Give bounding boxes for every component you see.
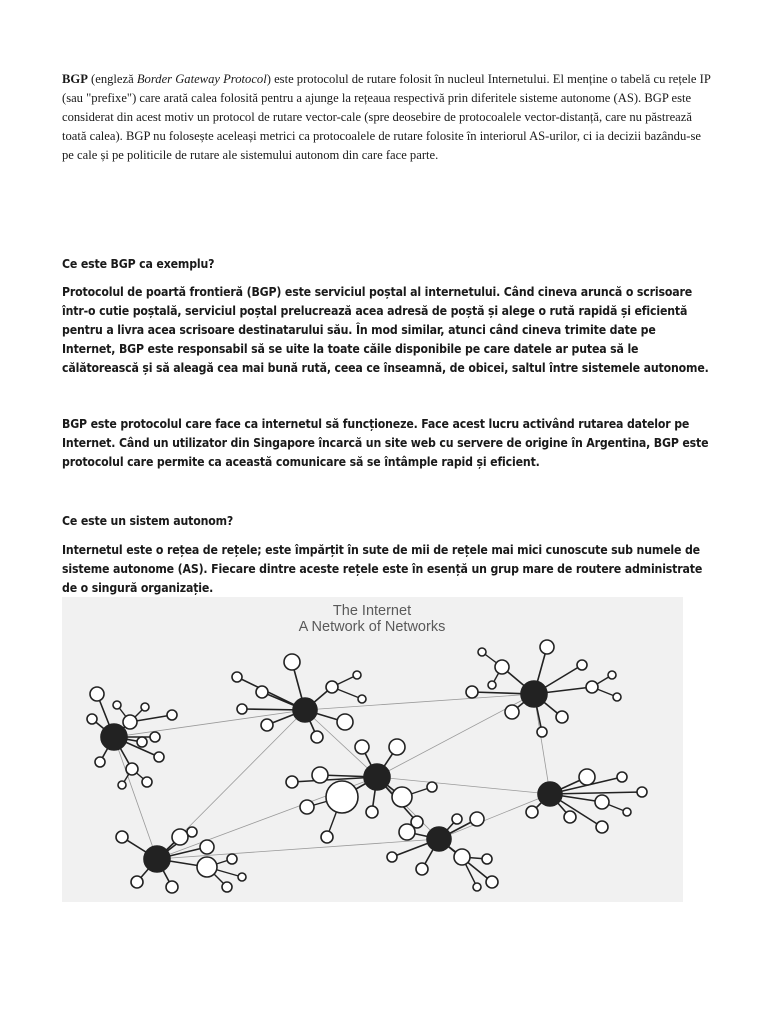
- network-node: [452, 814, 462, 824]
- network-node: [321, 831, 333, 843]
- network-node: [166, 881, 178, 893]
- network-diagram: [62, 597, 683, 902]
- network-hub-node: [521, 681, 547, 707]
- network-node: [427, 782, 437, 792]
- network-node: [311, 731, 323, 743]
- network-node: [470, 812, 484, 826]
- network-node: [237, 704, 247, 714]
- network-node: [454, 849, 470, 865]
- question-autonomous-system: Ce este un sistem autonom?: [62, 514, 234, 528]
- network-node: [90, 687, 104, 701]
- network-node: [87, 714, 97, 724]
- network-node: [95, 757, 105, 767]
- network-node: [613, 693, 621, 701]
- network-node: [222, 882, 232, 892]
- network-links: [92, 647, 642, 887]
- network-node: [596, 821, 608, 833]
- network-node: [286, 776, 298, 788]
- network-node: [595, 795, 609, 809]
- network-node: [577, 660, 587, 670]
- network-node: [586, 681, 598, 693]
- network-node: [478, 648, 486, 656]
- network-node: [466, 686, 478, 698]
- network-node: [284, 654, 300, 670]
- network-node: [416, 863, 428, 875]
- network-node: [227, 854, 237, 864]
- network-node: [172, 829, 188, 845]
- network-node: [131, 876, 143, 888]
- network-node: [326, 781, 358, 813]
- term-bgp: BGP: [62, 72, 88, 86]
- network-node: [154, 752, 164, 762]
- network-node: [150, 732, 160, 742]
- network-node: [126, 763, 138, 775]
- network-node: [118, 781, 126, 789]
- network-node: [261, 719, 273, 731]
- network-node: [399, 824, 415, 840]
- network-node: [482, 854, 492, 864]
- question-bgp-example: Ce este BGP ca exemplu?: [62, 257, 215, 271]
- network-node: [556, 711, 568, 723]
- network-node: [353, 671, 361, 679]
- network-node: [564, 811, 576, 823]
- network-link: [305, 694, 534, 710]
- network-node: [617, 772, 627, 782]
- network-node: [540, 640, 554, 654]
- network-node: [312, 767, 328, 783]
- network-node: [473, 883, 481, 891]
- network-node: [486, 876, 498, 888]
- network-node: [187, 827, 197, 837]
- network-node: [488, 681, 496, 689]
- network-hub-node: [144, 846, 170, 872]
- network-node: [326, 681, 338, 693]
- network-node: [495, 660, 509, 674]
- network-node: [141, 703, 149, 711]
- network-node: [337, 714, 353, 730]
- network-node: [113, 701, 121, 709]
- network-node: [505, 705, 519, 719]
- term-expansion: Border Gateway Protocol: [136, 72, 267, 86]
- paragraph-postal-analogy: Protocolul de poartă frontieră (BGP) este serviciul poștal al internetului. Când cineva aruncă o scrisoare într-o cutie poștală, serviciul poștal prelucrează acea adresă de poștă și alege o rută rapidă și eficientă pentru a livra acea scrisoare destinatarului său. În mod similar, atunci când cineva trimite date pe Internet, BGP este responsabil să se uite la toate căile disponibile pe care datele ar putea să le călătorească și să aleagă cea mai bună rută, ceea ce înseamnă, de obicei, saltul între sistemele autonome.: [62, 285, 709, 375]
- paragraph-autonomous-system: Internetul este o rețea de rețele; este împărțit în sute de mii de rețele mai mici cunoscute sub numele de sisteme autonome (AS). Fiecare dintre aceste rețele este în esență un grup mare de routere administrate de o singură organizație.: [62, 543, 703, 595]
- network-hub-node: [427, 827, 451, 851]
- intro-body: ) este protocolul de rutare folosit în nucleul Internetului. El menține o tabelă cu rețele IP (sau "prefixe") care arată calea folosită pentru a ajunge la rețeaua respectivă prin diferitele sisteme autonome (AS). BGP este considerat din acest motiv un protocol de rutare vector-cale (spre deosebire de protocoalele vector-distanță, care nu păstrează toată calea). BGP nu folosește aceleași metrici ca protocoalele de rutare folosite în interiorul AS-urilor, ci ia decizii bazându-se pe cale și pe politicile de rutare ale sistemului autonom din care face parte.: [62, 72, 711, 162]
- network-node: [579, 769, 595, 785]
- cluster-link: [550, 792, 642, 794]
- network-node: [142, 777, 152, 787]
- network-node: [197, 857, 217, 877]
- network-link: [114, 710, 305, 737]
- network-node: [167, 710, 177, 720]
- network-node: [123, 715, 137, 729]
- network-node: [116, 831, 128, 843]
- network-node: [387, 852, 397, 862]
- figure-title-line1: The Internet: [332, 603, 412, 619]
- network-node: [389, 739, 405, 755]
- network-hub-node: [364, 764, 390, 790]
- intro-paren: (engleză: [87, 72, 137, 86]
- network-node: [355, 740, 369, 754]
- network-node: [256, 686, 268, 698]
- paragraph-bgp-function: BGP este protocolul care face ca internetul să funcționeze. Face acest lucru activând rutarea datelor pe Internet. Când un utilizator din Singapore încarcă un site web cu servere de origine în Argentina, BGP este protocolul care permite ca această comunicare să se întâmple rapid și eficient.: [62, 417, 709, 469]
- network-node: [358, 695, 366, 703]
- network-node: [608, 671, 616, 679]
- network-node: [392, 787, 412, 807]
- network-node: [137, 737, 147, 747]
- network-node: [537, 727, 547, 737]
- network-node: [526, 806, 538, 818]
- network-node: [366, 806, 378, 818]
- network-node: [200, 840, 214, 854]
- network-node: [232, 672, 242, 682]
- network-node: [238, 873, 246, 881]
- intro-paragraph: [62, 70, 712, 165]
- network-hub-node: [101, 724, 127, 750]
- network-hub-node: [293, 698, 317, 722]
- network-hub-node: [538, 782, 562, 806]
- network-figure: [62, 597, 683, 902]
- network-node: [637, 787, 647, 797]
- network-node: [300, 800, 314, 814]
- figure-title-line2: A Network of Networks: [298, 619, 446, 635]
- network-node: [623, 808, 631, 816]
